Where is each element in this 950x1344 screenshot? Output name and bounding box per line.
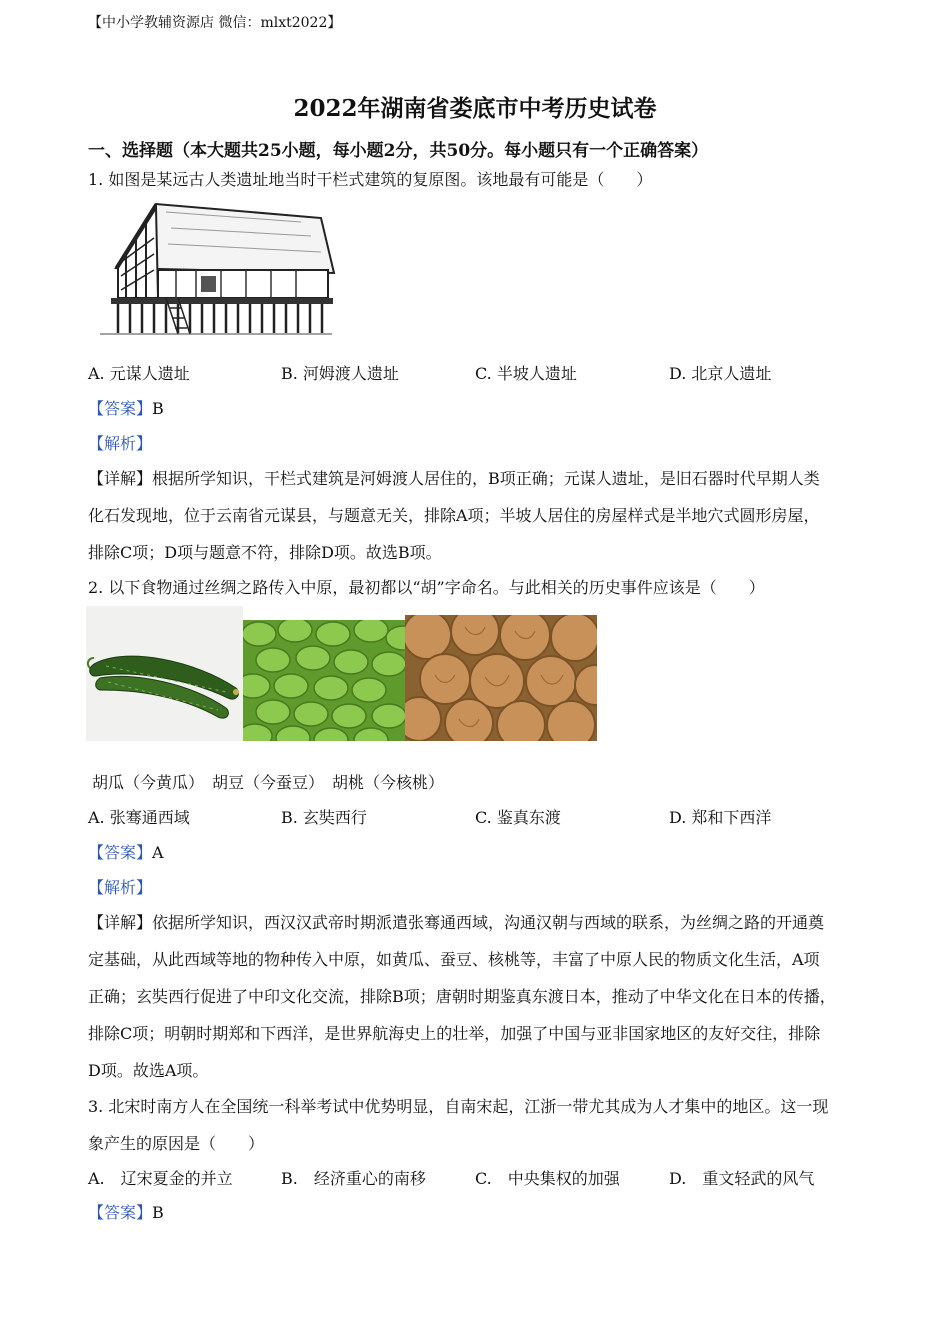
page-title: 2022年湖南省娄底市中考历史试卷 xyxy=(293,95,657,122)
q2-option-b: B. 玄奘西行 xyxy=(281,808,367,827)
q2-option-a: A. 张骞通西域 xyxy=(88,808,190,827)
q2-answer-value: A xyxy=(152,843,164,862)
q2-detail-line-2: 定基础，从此西域等地的物种传入中原，如黄瓜、蚕豆、核桃等，丰富了中原人民的物质文化生活，A项 xyxy=(88,950,820,969)
q2-image-caption: 胡瓜（今黄瓜） 胡豆（今蚕豆） 胡桃（今核桃） xyxy=(92,773,445,792)
q1-answer-tag: 【答案】 xyxy=(88,399,153,418)
cucumber-image xyxy=(86,606,243,741)
q2-detail-line-3: 正确；玄奘西行促进了中印文化交流，排除B项；唐朝时期鉴真东渡日本，推动了中华文化在日本的传播， xyxy=(88,987,836,1006)
walnut-image xyxy=(405,615,597,741)
q3-stem-line-2: 象产生的原因是（ ） xyxy=(88,1134,265,1153)
q2-option-d: D. 郑和下西洋 xyxy=(669,808,772,827)
q2-analysis-tag: 【解析】 xyxy=(88,878,153,897)
q3-answer xyxy=(88,1200,164,1223)
q2-answer xyxy=(88,840,164,863)
q1-detail-line-3: 排除C项；D项与题意不符，排除D项。故选B项。 xyxy=(88,543,442,562)
q2-detail-line-5: D项。故选A项。 xyxy=(88,1061,209,1080)
section-heading: 一、选择题（本大题共25小题，每小题2分，共50分。每小题只有一个正确答案） xyxy=(88,141,709,161)
q1-detail-line-1: 【详解】根据所学知识，干栏式建筑是河姆渡人居住的，B项正确；元谋人遗址，是旧石器时代早期人类 xyxy=(88,469,820,488)
q1-stem: 1. 如图是某远古人类遗址地当时干栏式建筑的复原图。该地最有可能是（ ） xyxy=(88,170,653,189)
q2-detail-line-4: 排除C项；明朝时期郑和下西洋，是世界航海史上的壮举，加强了中国与亚非国家地区的友好交往，排除 xyxy=(88,1024,821,1043)
q3-option-b: B. 经济重心的南移 xyxy=(281,1169,426,1188)
q3-stem-line-1: 3. 北宋时南方人在全国统一科举考试中优势明显，自南宋起，江浙一带尤其成为人才集中的地区。这一现 xyxy=(88,1097,829,1116)
broad-bean-image xyxy=(243,620,405,741)
q1-option-a: A. 元谋人遗址 xyxy=(88,364,190,383)
q1-answer xyxy=(88,396,164,419)
q1-option-b: B. 河姆渡人遗址 xyxy=(281,364,399,383)
q3-option-a: A. 辽宋夏金的并立 xyxy=(88,1169,233,1188)
stilt-house-illustration xyxy=(96,198,336,338)
q3-answer-value: B xyxy=(152,1203,164,1222)
q1-detail-line-2: 化石发现地，位于云南省元谋县，与题意无关，排除A项；半坡人居住的房屋样式是半地穴式圆形房屋， xyxy=(88,506,820,525)
q3-answer-tag: 【答案】 xyxy=(88,1203,153,1222)
q1-answer-value: B xyxy=(152,399,164,418)
q3-option-d: D. 重文轻武的风气 xyxy=(669,1169,815,1188)
header-note: 【中小学教辅资源店 微信：mlxt2022】 xyxy=(88,15,342,31)
q1-option-c: C. 半坡人遗址 xyxy=(475,364,577,383)
q1-option-d: D. 北京人遗址 xyxy=(669,364,772,383)
q2-option-c: C. 鉴真东渡 xyxy=(475,808,561,827)
q2-stem: 2. 以下食物通过丝绸之路传入中原，最初都以“胡”字命名。与此相关的历史事件应该是（ ） xyxy=(88,578,765,597)
q2-detail-line-1: 【详解】依据所学知识，西汉汉武帝时期派遣张骞通西域，沟通汉朝与西域的联系，为丝绸之路的开通奠 xyxy=(88,913,825,932)
q1-analysis-tag: 【解析】 xyxy=(88,434,153,453)
q3-option-c: C. 中央集权的加强 xyxy=(475,1169,620,1188)
q2-answer-tag: 【答案】 xyxy=(88,843,153,862)
